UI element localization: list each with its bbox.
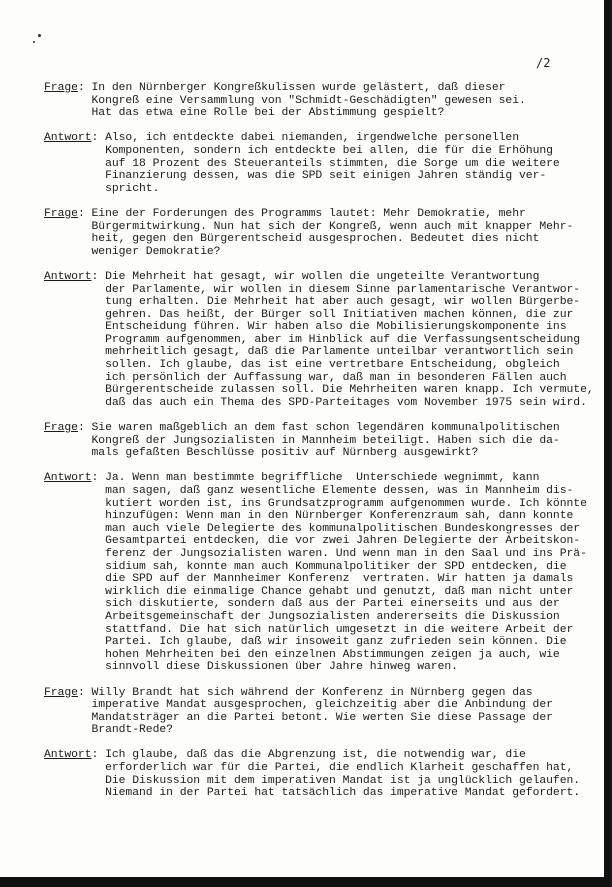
text-line	[44, 296, 592, 309]
line-text: Ja. Wenn man bestimmte begriffliche Unterschiede wegnimmt, kann	[105, 472, 540, 485]
text-line	[44, 561, 592, 574]
text-line: Antwort: Ich glaube, daß das die Abgrenzung ist, die notwendig war, die	[44, 749, 526, 762]
line-text: Finanzierung dessen, was die SPD seit einigen Jahren ständig ver-	[105, 170, 547, 183]
text-line: Frage: Willy Brandt hat sich während der Konferenz in Nürnberg gegen das	[44, 686, 533, 699]
line-text: stattfand. Die hat sich natürlich umgesetzt in die weitere Arbeit der	[105, 623, 574, 636]
line-text: man auch viele Delegierte des kommunalpolitischen Bundeskongresses der	[105, 522, 581, 535]
line-text: imperative Mandat ausgesprochen, gleichzeitig aber die Anbindung der	[91, 699, 553, 712]
text-line	[44, 573, 592, 586]
scan-speck	[33, 41, 35, 43]
text-line	[44, 107, 592, 120]
answer-label: Antwort	[44, 749, 92, 762]
text-line	[44, 724, 592, 737]
line-text: erforderlich war für die Partei, die endlich Klarheit geschaffen hat,	[105, 762, 574, 775]
line-text: man sagen, daß ganz wesentliche Elemente dessen, was in Mannheim dis-	[105, 485, 574, 497]
line-text: Also, ich entdeckte dabei niemanden, irgendwelche personellen	[105, 132, 519, 145]
line-text: Willy Brandt hat sich während der Konferenz in Nürnberg gegen das	[91, 686, 533, 699]
answer-block	[44, 271, 592, 410]
line-text: weniger Demokratie?	[91, 245, 221, 258]
text-line	[44, 233, 592, 246]
text-line	[44, 787, 592, 800]
answer-label: Antwort	[44, 270, 92, 283]
line-text: hinzufügen: Wenn man in den Nürnberger Konferenzraum sah, dann konnte	[105, 510, 574, 523]
text-line	[44, 523, 592, 536]
text-line	[44, 183, 592, 196]
line-text: Kongreß der Jungsozialisten in Mannheim beteiligt. Haben sich die da-	[91, 434, 560, 447]
line-text: Gesamtpartei entdecken, die vor zwei Jahren Delegierte der Arbeitskon-	[105, 535, 581, 548]
text-line	[44, 246, 592, 259]
text-line	[44, 170, 592, 183]
scan-speck	[38, 34, 41, 37]
line-text: Die Diskussion mit dem imperativen Mandat ist ja unglücklich gelaufen.	[105, 774, 581, 787]
line-text: Komponenten, sondern ich entdeckte bei allen, die für die Erhöhung	[105, 144, 553, 157]
text-line	[44, 598, 592, 611]
line-text: Entscheidung führen. Wir haben also die Mobilisierungskomponente ins	[105, 321, 567, 334]
line-text: sidium sah, konnte man auch Kommunalpolitiker der SPD entdecken, die	[105, 560, 567, 573]
line-text: Die Mehrheit hat gesagt, wir wollen die ungeteilte Verantwortung	[105, 270, 540, 283]
text-line	[44, 359, 592, 372]
line-text: Sie waren maßgeblich an dem fast schon legendären kommunalpolitischen	[91, 422, 560, 435]
line-text: tung erhalten. Die Mehrheit hat aber auch gesagt, wir wollen Bürgerbe-	[105, 296, 581, 309]
text-line	[44, 485, 592, 498]
text-line: Antwort: Die Mehrheit hat gesagt, wir wollen die ungeteilte Verantwortung	[44, 270, 540, 283]
answer-block	[44, 749, 592, 799]
text-line	[44, 145, 592, 158]
line-text: heit, gegen den Bürgerentscheid ausgesprochen. Bedeutet dies nicht	[91, 233, 540, 246]
question-label: Frage	[44, 686, 78, 699]
line-text: sich diskutierte, sondern daß aus der Partei einerseits und aus der	[105, 598, 560, 611]
text-line: Frage: Sie waren maßgeblich an dem fast schon legendären kommunalpolitischen	[44, 422, 560, 435]
page-number: /2	[536, 56, 551, 70]
text-line	[44, 372, 592, 385]
question-block	[44, 82, 592, 120]
question-label: Frage	[44, 82, 78, 94]
text-line	[44, 221, 592, 234]
text-line	[44, 548, 592, 561]
text-line	[44, 384, 592, 397]
line-text: mals gefaßten Beschlüsse positiv auf Nürnberg ausgewirkt?	[91, 447, 479, 460]
text-line	[44, 435, 592, 448]
answer-label: Antwort	[44, 472, 92, 485]
line-text: Arbeitsgemeinschaft der Jungsozialisten andererseits die Diskussion	[105, 610, 560, 623]
answer-label: Antwort	[44, 132, 92, 145]
line-text: sinnvoll diese Diskussionen über Jahre hinweg waren.	[105, 661, 458, 674]
text-line	[44, 649, 592, 662]
answer-block	[44, 472, 592, 674]
line-text: Kongreß eine Versammlung von "Schmidt-Geschädigten" gewesen sei.	[91, 94, 526, 107]
text-line	[44, 158, 592, 171]
line-text: auf 18 Prozent des Steueranteils stimmten, die Sorge um die weitere	[105, 157, 560, 170]
line-text: Bürgermitwirkung. Nun hat sich der Kongreß, wenn auch mit knapper Mehr-	[91, 220, 574, 233]
line-text: gehren. Das heißt, der Bürger soll Initiativen machen können, die zur	[105, 308, 574, 321]
line-text: mehrheitlich gesagt, daß die Parlamente unteilbar verantwortlich sein	[105, 346, 574, 359]
text-line	[44, 699, 592, 712]
line-text: kutiert worden ist, ins Grundsatzprogramm aufgenommen wurde. Ich könnte	[105, 497, 587, 510]
line-text: wirklich die einmalige Chance gehabt und genutzt, daß man nicht unter	[105, 585, 574, 598]
line-text: Mandatsträger an die Partei betont. Wie werten Sie diese Passage der	[91, 711, 553, 724]
text-line	[44, 346, 592, 359]
text-line: Antwort: Also, ich entdeckte dabei niemanden, irgendwelche personellen	[44, 132, 519, 145]
question-label: Frage	[44, 207, 78, 220]
text-line	[44, 611, 592, 624]
text-line	[44, 535, 592, 548]
line-text: sollen. Ich glaube, das ist eine vertretbare Entscheidung, obgleich	[105, 359, 560, 372]
text-line	[44, 321, 592, 334]
line-text: der Parlamente, wir wollen in diesem Sinne parlamentarische Verantwor-	[105, 283, 581, 296]
text-line	[44, 661, 592, 674]
line-text: Partei. Ich glaube, daß wir insoweit ganz zufrieden sein können. Die	[105, 636, 567, 649]
text-line	[44, 498, 592, 511]
line-text: ferenz der Jungsozialisten waren. Und wenn man in den Saal und ins Prä-	[105, 547, 587, 560]
line-text: Hat das etwa eine Rolle bei der Abstimmung gespielt?	[91, 107, 445, 120]
text-line: Frage: Eine der Forderungen des Programms lautet: Mehr Demokratie, mehr	[44, 207, 526, 220]
text-line: Frage: In den Nürnberger Kongreßkulissen wurde gelästert, daß dieser	[44, 82, 506, 94]
line-text: daß das auch ein Thema des SPD-Parteitages vom November 1975 sein wird.	[105, 396, 587, 409]
line-text: Ich glaube, daß das die Abgrenzung ist, die notwendig war, die	[105, 749, 526, 762]
question-block	[44, 208, 592, 258]
text-line	[44, 762, 592, 775]
text-line	[44, 510, 592, 523]
text-line	[44, 624, 592, 637]
question-block	[44, 687, 592, 737]
text-line: Antwort: Ja. Wenn man bestimmte begriffliche Unterschiede wegnimmt, kann	[44, 472, 540, 485]
text-line	[44, 284, 592, 297]
text-line	[44, 334, 592, 347]
line-text: In den Nürnberger Kongreßkulissen wurde gelästert, daß dieser	[91, 82, 506, 94]
text-line	[44, 636, 592, 649]
line-text: Brandt-Rede?	[91, 724, 173, 737]
line-text: die SPD auf der Mannheimer Konferenz vertraten. Wir hatten ja damals	[105, 573, 574, 586]
question-block	[44, 422, 592, 460]
text-line	[44, 397, 592, 410]
document-body	[44, 82, 592, 812]
text-line	[44, 775, 592, 788]
line-text: Programm aufgenommen, aber im Hinblick auf die Verfassungsentscheidung	[105, 333, 581, 346]
line-text: Niemand in der Partei hat tatsächlich das imperative Mandat gefordert.	[105, 787, 581, 800]
text-line	[44, 586, 592, 599]
text-line	[44, 95, 592, 108]
text-line	[44, 712, 592, 725]
text-line	[44, 309, 592, 322]
line-text: Bürgerentscheide zulassen soll. Die Mehrheiten waren knapp. Ich vermute,	[105, 384, 594, 397]
line-text: Eine der Forderungen des Programms lautet: Mehr Demokratie, mehr	[91, 207, 526, 220]
question-label: Frage	[44, 422, 78, 435]
text-line	[44, 447, 592, 460]
line-text: ich persönlich der Auffassung war, daß man in besonderen Fällen auch	[105, 371, 567, 384]
line-text: hohen Mehrheiten bei den einzelnen Abstimmungen zeigen ja auch, wie	[105, 648, 560, 661]
line-text: spricht.	[105, 182, 160, 195]
answer-block	[44, 132, 592, 195]
